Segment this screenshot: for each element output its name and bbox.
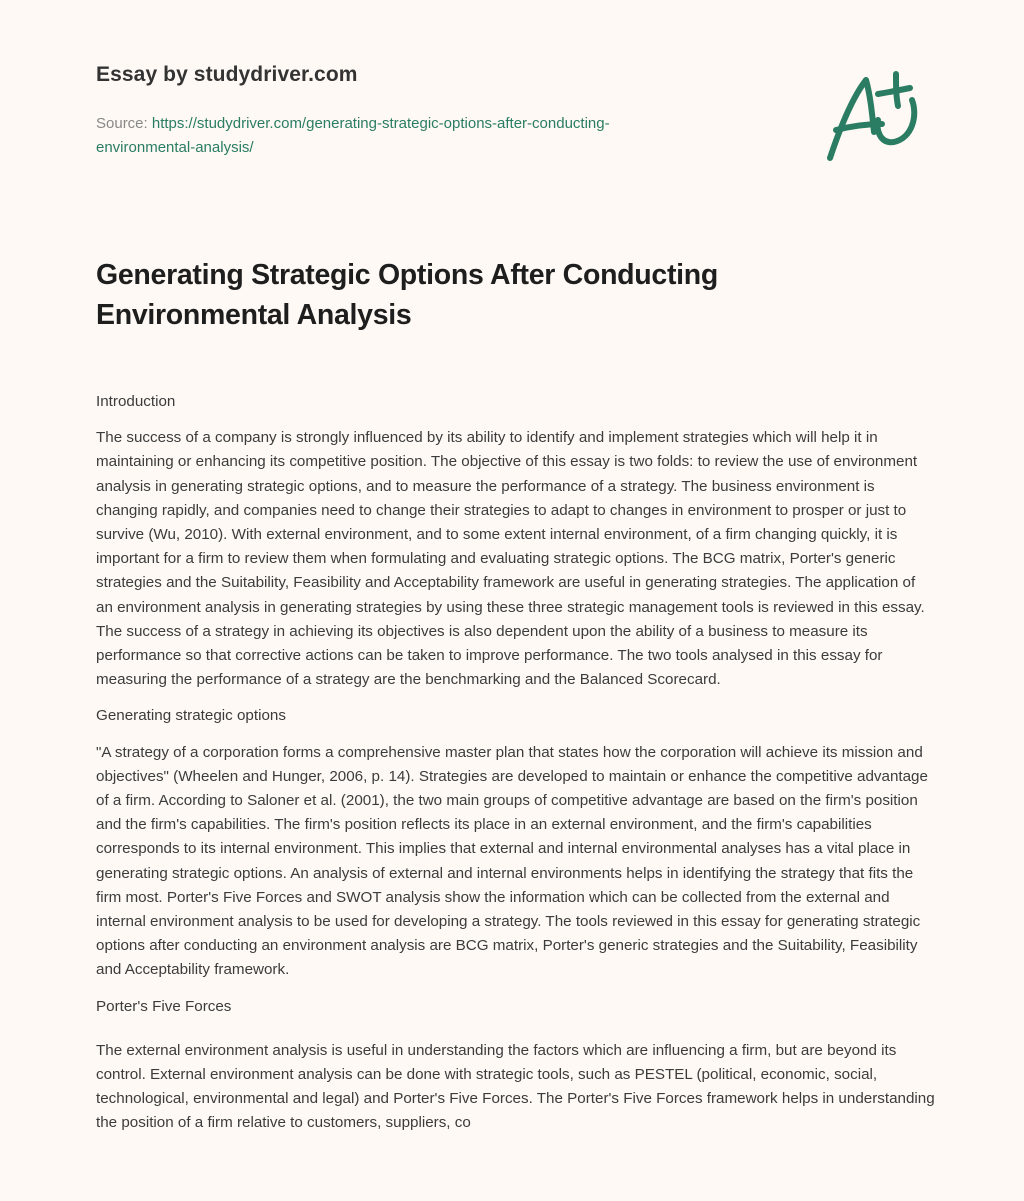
source-label: Source: (96, 115, 152, 132)
section-heading: Porter's Five Forces (96, 997, 232, 1015)
section-paragraph: The external environment analysis is useful in understanding the factors which are influencing a firm, but are beyond its control. External environment analysis can be done with strategic tools, such as PESTEL (political, economic, social, technological, environmental and legal) and Porter's Five Forces. The Porter's Five Forces framework helps in understanding the position of a firm relative to customers, suppliers, co (96, 1041, 935, 1132)
source-line (96, 112, 696, 160)
section-heading: Introduction (96, 393, 176, 410)
article-body (96, 390, 936, 1148)
section-paragraph: The success of a company is strongly influenced by its ability to identify and implement strategies which will help it in maintaining or enhancing its competitive position. The objective of this essay is two folds: to review the use of environment analysis in generating strategic options, and to measure the performance of a strategy. The business environment is changing rapidly, and companies need to change their strategies to adapt to changes in environment to prosper or just to survive (Wu, 2010). With external environment, and to some extent internal environment, of a firm changing quickly, it is important for a firm to review them when formulating and evaluating strategic options. The BCG matrix, Porter's generic strategies and the Suitability, Feasibility and Acceptability framework are useful in generating strategies. The application of an environment analysis in generating strategies by using these three strategic management tools is reviewed in this essay. The success of a strategy in achieving its objectives is also dependent upon the ability of a business to measure its performance so that corrective actions can be taken to improve performance. The two tools analysed in this essay for measuring the performance of a strategy are the benchmarking and the Balanced Scorecard. (96, 429, 925, 689)
document-header (96, 0, 936, 200)
source-link[interactable]: https://studydriver.com/generating-strategic-options-after-conducting-environmental-analysis/ (96, 115, 610, 156)
site-title: Essay by studydriver.com (96, 63, 358, 86)
document-page (96, 0, 936, 1132)
article-title: Generating Strategic Options After Conducting Environmental Analysis (96, 259, 718, 331)
a-plus-logo-icon (822, 66, 932, 166)
section-paragraph: "A strategy of a corporation forms a comprehensive master plan that states how the corporation will achieve its mission and objectives" (Wheelen and Hunger, 2006, p. 14). Strategies are developed to maintain or enhance the competitive advantage of a firm. According to Saloner et al. (2001), the two main groups of competitive advantage are based on the firm's position and the firm's capabilities. The firm's position reflects its place in an external environment, and the firm's capabilities corresponds to its internal environment. This implies that external and internal environmental analyses has a vital place in generating strategic options. An analysis of external and internal environments helps in identifying the strategy that fits the firm most. Porter's Five Forces and SWOT analysis show the information which can be collected from the external and internal environment analysis to be used for developing a strategy. The tools reviewed in this essay for generating strategic options after conducting an environment analysis are BCG matrix, Porter's generic strategies and the Suitability, Feasibility and Acceptability framework. (96, 743, 928, 979)
section-heading: Generating strategic options (96, 707, 286, 725)
